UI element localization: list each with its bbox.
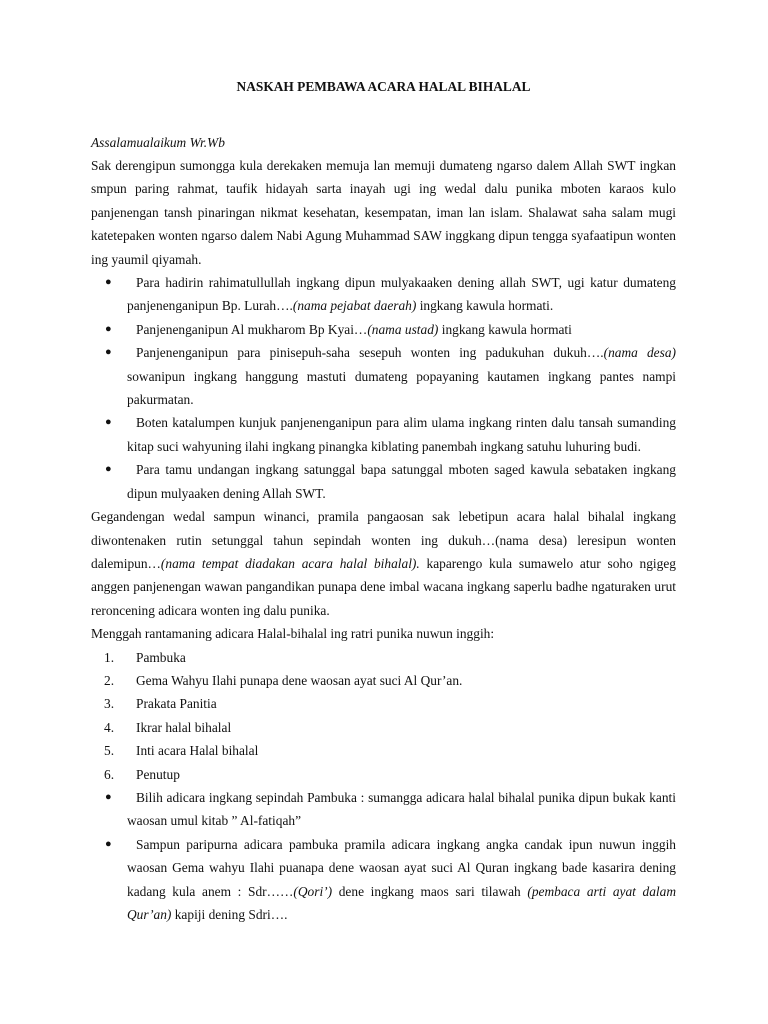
bullet-icon: ●: [105, 837, 112, 850]
item-number: 6.: [104, 766, 115, 782]
bullet-icon: ●: [105, 790, 112, 803]
list-item: ● Sampun paripurna adicara pambuka pramila adicara ingkang angka candak ipun nuwun inggih waosan Gema wahyu Ilahi puanapa dene waosan ayat suci Al Quran ingkang bade kasarira dening kadang kula anem : Sdr……(Qori’) dene ingkang maos sari tilawah (pembaca arti ayat dalam Qur’an) kapiji dening Sdri….: [91, 833, 676, 927]
item-number: 3.: [104, 696, 115, 712]
greetings-list: [91, 271, 676, 505]
list-item: ● Panjenenganipun Al mukharom Bp Kyai…(nama ustad) ingkang kawula hormati: [91, 318, 676, 341]
list-item: 5. Inti acara Halal bihalal: [91, 739, 676, 762]
list-item: ● Bilih adicara ingkang sepindah Pambuka : sumangga adicara halal bihalal punika dipun bukak kanti waosan umul kitab ” Al-fatiqah”: [91, 786, 676, 833]
continuation-paragraph: Gegandengan wedal sampun winanci, pramila pangaosan sak lebetipun acara halal bihalal ingkang diwontenaken rutin setunggal tahun sepindah wonten ing dukuh…(nama desa) leresipun wonten dalemipun…(nama tempat diadakan acara halal bihalal). kaparengo kula sumawelo atur soho ngigeg anggen panjenengan wawan pangandikan punapa dene imbal wacana ingkang saperlu badhe ngaturaken urut reroncening adicara wonten ing dalu punika.: [91, 509, 676, 618]
bullet-icon: ●: [105, 322, 112, 335]
bullet-icon: ●: [105, 463, 112, 476]
list-item: ● Panjenenganipun para pinisepuh-saha sesepuh wonten ing padukuhan dukuh….(nama desa) sowanipun ingkang hanggung mastuti dumateng popayaning kautamen ingkang pantes nampi pakurmatan.: [91, 341, 676, 411]
list-item: ● Boten katalumpen kunjuk panjenenganipun para alim ulama ingkang rinten dalu tansah sumanding kitap suci wahyuning ilahi ingkang pinangka kiblating panembah ingkang satuhu luhuring budi.: [91, 411, 676, 458]
bullet-icon: ●: [105, 276, 112, 289]
item-number: 4.: [104, 719, 115, 735]
closing-list: [91, 786, 676, 926]
agenda-list: [91, 646, 676, 786]
list-item: ● Para hadirin rahimatullullah ingkang dipun mulyakaaken dening allah SWT, ugi katur dumateng panjenenganipun Bp. Lurah….(nama pejabat daerah) ingkang kawula hormati.: [91, 271, 676, 318]
agenda-intro: Menggah rantamaning adicara Halal-bihalal ing ratri punika nuwun inggih:: [91, 626, 495, 642]
item-number: 2.: [104, 672, 115, 688]
item-number: 1.: [104, 649, 115, 665]
document-page: [91, 76, 676, 926]
salam-greeting: Assalamualaikum Wr.Wb: [91, 135, 225, 150]
bullet-icon: ●: [105, 346, 112, 359]
list-item: ● Para tamu undangan ingkang satunggal bapa satunggal mboten saged kawula sebataken ingkang dipun mulyaaken dening Allah SWT.: [91, 458, 676, 505]
list-item: 4. Ikrar halal bihalal: [91, 716, 676, 739]
item-number: 5.: [104, 743, 115, 759]
list-item: 1. Pambuka: [91, 646, 676, 669]
list-item: 3. Prakata Panitia: [91, 692, 676, 715]
list-item: 2. Gema Wahyu Ilahi punapa dene waosan ayat suci Al Qur’an.: [91, 669, 676, 692]
document-title: NASKAH PEMBAWA ACARA HALAL BIHALAL: [236, 79, 531, 94]
bullet-icon: ●: [105, 416, 112, 429]
list-item: 6. Penutup: [91, 763, 676, 786]
intro-paragraph: Sak derengipun sumongga kula derekaken memuja lan memuji dumateng ngarso dalem Allah SWT ingkan smpun paring rahmat, taufik hidayah sarta inayah ugi ing wedal dalu punika mboten karaos kulo panjenengan tansh pinaringan nikmat kesehatan, kesempatan, iman lan islam. Shalawat saha salam mugi katetepaken wonten ngarso dalem Nabi Agung Muhammad SAW inggkang dipun tengga syafaatipun wonten ing yaumil qiyamah.: [91, 158, 676, 267]
